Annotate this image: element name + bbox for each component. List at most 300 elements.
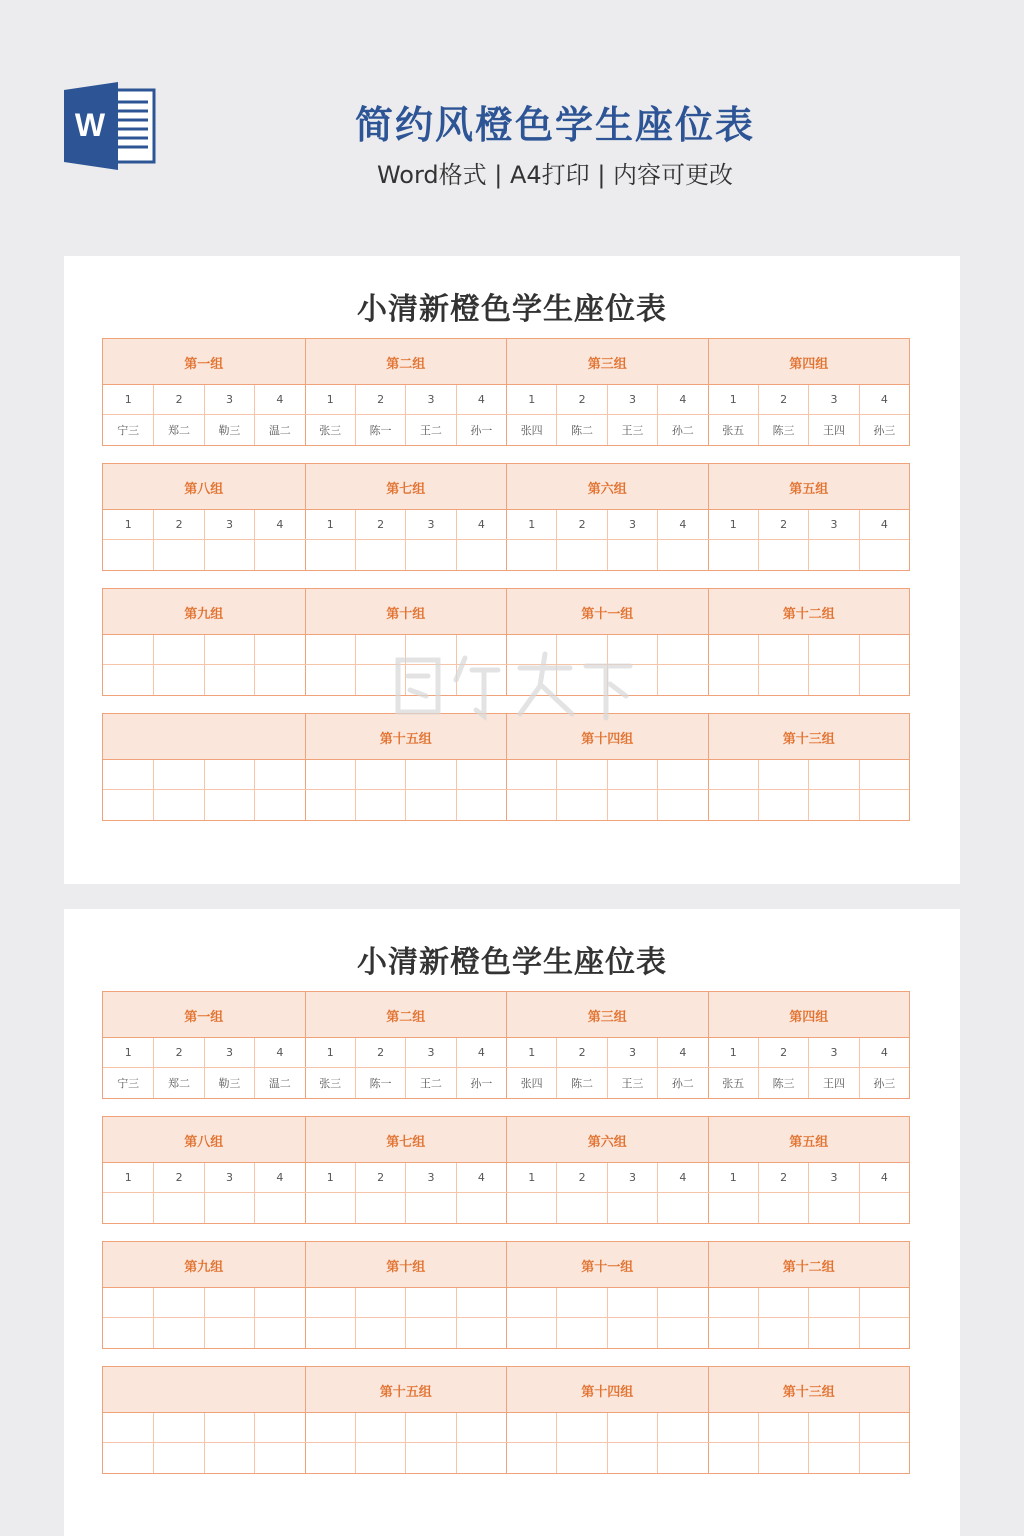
student-name-cell[interactable] [657, 1443, 707, 1473]
student-name-cell[interactable] [153, 1443, 203, 1473]
student-name-cell[interactable] [153, 1193, 203, 1223]
student-name-cell[interactable] [758, 790, 808, 820]
student-name-cell[interactable]: 陈二 [556, 1068, 606, 1098]
seat-number-cell[interactable]: 1 [506, 1038, 556, 1067]
seat-number-cell[interactable] [153, 635, 203, 664]
seat-number-cell[interactable] [153, 1413, 203, 1442]
seat-number-cell[interactable] [405, 635, 455, 664]
seat-number-cell[interactable]: 3 [607, 1038, 657, 1067]
group-label: 第十一组 [506, 1242, 708, 1288]
group-header-row [103, 589, 909, 635]
group-header-row [103, 1242, 909, 1288]
seat-number-cell[interactable]: 1 [708, 1038, 758, 1067]
student-name-cell[interactable]: 孙二 [657, 415, 707, 445]
student-name-cell[interactable] [556, 1443, 606, 1473]
student-name-cell[interactable]: 王二 [405, 415, 455, 445]
student-name-cell[interactable] [103, 1193, 153, 1223]
seat-number-row [103, 1288, 909, 1318]
seat-number-cell[interactable]: 2 [153, 1163, 203, 1192]
seat-number-cell[interactable] [305, 1413, 355, 1442]
seat-number-cell[interactable]: 2 [556, 385, 606, 414]
group-label: 第十二组 [708, 1242, 910, 1288]
student-name-cell[interactable] [859, 1193, 909, 1223]
student-name-cell[interactable]: 陈三 [758, 1068, 808, 1098]
seat-number-cell[interactable] [808, 1413, 858, 1442]
student-name-cell[interactable] [153, 665, 203, 695]
seat-number-cell[interactable] [607, 1413, 657, 1442]
seat-number-cell[interactable] [254, 760, 304, 789]
student-name-cell[interactable] [103, 790, 153, 820]
group-header-row [103, 1367, 909, 1413]
seat-number-cell[interactable]: 4 [657, 510, 707, 539]
seat-number-cell[interactable] [506, 760, 556, 789]
word-logo-letter: W [74, 107, 106, 143]
student-name-cell[interactable] [254, 1193, 304, 1223]
seat-number-cell[interactable]: 1 [124, 1046, 132, 1059]
seat-number-cell[interactable]: 3 [808, 385, 858, 414]
student-name-cell[interactable] [305, 1443, 355, 1473]
seat-number-row [103, 1038, 909, 1068]
student-name-cell[interactable] [657, 540, 707, 570]
seat-number-cell[interactable] [758, 635, 808, 664]
seat-number-cell[interactable] [859, 1413, 909, 1442]
seat-number-cell[interactable]: 2 [758, 510, 808, 539]
student-name-cell[interactable]: 郑二 [153, 1068, 203, 1098]
seat-number-cell[interactable]: 3 [607, 1163, 657, 1192]
student-name-cell[interactable] [204, 665, 254, 695]
seat-number-cell[interactable]: 1 [305, 385, 355, 414]
seat-number-cell[interactable]: 4 [859, 1038, 909, 1067]
student-name-cell[interactable] [506, 540, 556, 570]
student-name-cell[interactable] [859, 540, 909, 570]
seat-number-cell[interactable] [607, 635, 657, 664]
student-name-cell[interactable] [708, 1443, 758, 1473]
student-name-cell[interactable] [305, 540, 355, 570]
seat-number-cell[interactable]: 2 [556, 510, 606, 539]
student-name-cell[interactable] [758, 1193, 808, 1223]
seat-number-cell[interactable]: 4 [859, 1163, 909, 1192]
seat-number-cell[interactable]: 1 [305, 510, 355, 539]
seat-number-cell[interactable]: 3 [204, 510, 254, 539]
seat-number-cell[interactable] [254, 1288, 304, 1317]
seat-number-cell[interactable]: 4 [657, 385, 707, 414]
seat-number-cell[interactable] [254, 1413, 304, 1442]
group-label: 第十四组 [506, 1367, 708, 1413]
seat-group-block [102, 1241, 910, 1349]
seat-number-cell[interactable] [657, 635, 707, 664]
student-name-cell[interactable] [405, 665, 455, 695]
seat-number-cell[interactable] [808, 635, 858, 664]
student-name-cell[interactable] [708, 665, 758, 695]
student-name-cell[interactable] [254, 540, 304, 570]
group-header-row [103, 714, 909, 760]
student-name-cell[interactable] [254, 665, 304, 695]
student-name-cell[interactable]: 勒三 [204, 415, 254, 445]
seat-number-cell[interactable]: 4 [657, 1163, 707, 1192]
seat-group-block [102, 588, 910, 696]
seat-number-cell[interactable] [556, 760, 606, 789]
seat-number-cell[interactable]: 2 [758, 385, 808, 414]
group-label [103, 1367, 305, 1413]
student-name-cell[interactable]: 张三 [305, 1068, 355, 1098]
student-name-cell[interactable]: 陈一 [355, 1068, 405, 1098]
seat-number-cell[interactable]: 3 [808, 1163, 858, 1192]
seat-number-cell[interactable] [708, 760, 758, 789]
student-name-cell[interactable] [758, 540, 808, 570]
seat-number-cell[interactable] [153, 1288, 203, 1317]
student-name-cell[interactable] [456, 1318, 506, 1348]
student-name-cell[interactable] [657, 665, 707, 695]
seat-number-cell[interactable] [305, 760, 355, 789]
student-name-cell[interactable] [556, 1193, 606, 1223]
seat-number-cell[interactable] [506, 1413, 556, 1442]
group-label: 第四组 [708, 339, 910, 385]
student-name-cell[interactable]: 王四 [808, 415, 858, 445]
seat-group-block [102, 713, 910, 821]
seat-number-cell[interactable]: 2 [355, 1163, 405, 1192]
seat-number-cell[interactable]: 4 [456, 385, 506, 414]
seat-number-cell[interactable] [859, 635, 909, 664]
group-label: 第七组 [305, 464, 507, 510]
seat-number-cell[interactable]: 2 [153, 1038, 203, 1067]
student-name-cell[interactable] [204, 540, 254, 570]
student-name-cell[interactable] [808, 665, 858, 695]
seat-number-cell[interactable]: 2 [355, 385, 405, 414]
seat-number-cell[interactable] [254, 635, 304, 664]
seat-number-cell[interactable] [305, 635, 355, 664]
student-name-cell[interactable] [758, 1318, 808, 1348]
student-name-cell[interactable]: 陈一 [355, 415, 405, 445]
seat-number-cell[interactable] [355, 635, 405, 664]
student-name-cell[interactable] [808, 1318, 858, 1348]
student-name-cell[interactable] [456, 665, 506, 695]
group-label: 第四组 [708, 992, 910, 1038]
student-name-cell[interactable] [808, 790, 858, 820]
student-name-cell[interactable] [254, 1443, 304, 1473]
seat-number-cell[interactable] [204, 1413, 254, 1442]
student-name-cell[interactable] [204, 1193, 254, 1223]
student-name-cell[interactable]: 张四 [506, 1068, 556, 1098]
seat-number-cell[interactable]: 1 [708, 510, 758, 539]
seat-number-row [103, 1163, 909, 1193]
seat-number-row [103, 635, 909, 665]
page-header [0, 0, 1024, 240]
student-name-cell[interactable] [506, 1193, 556, 1223]
seat-number-cell[interactable]: 1 [124, 393, 132, 406]
seat-group-block [102, 1366, 910, 1474]
student-name-cell[interactable] [456, 540, 506, 570]
group-label: 第九组 [184, 606, 224, 622]
student-name-cell[interactable] [808, 1193, 858, 1223]
student-name-cell[interactable]: 宁三 [117, 1077, 140, 1090]
student-name-cell[interactable] [103, 1318, 153, 1348]
seat-number-cell[interactable]: 1 [506, 385, 556, 414]
seat-number-cell[interactable] [204, 1288, 254, 1317]
student-name-cell[interactable]: 王四 [808, 1068, 858, 1098]
seat-number-cell[interactable]: 4 [657, 1038, 707, 1067]
seat-number-cell[interactable]: 1 [506, 1163, 556, 1192]
student-name-cell[interactable] [254, 1318, 304, 1348]
student-name-cell[interactable] [405, 790, 455, 820]
student-name-cell[interactable] [153, 790, 203, 820]
group-header-row [103, 1117, 909, 1163]
seat-number-cell[interactable] [456, 760, 506, 789]
seat-number-cell[interactable]: 2 [758, 1163, 808, 1192]
student-name-cell[interactable] [355, 1318, 405, 1348]
student-name-cell[interactable] [456, 1443, 506, 1473]
seat-number-cell[interactable]: 3 [405, 510, 455, 539]
seat-number-cell[interactable] [758, 1288, 808, 1317]
student-name-cell[interactable] [103, 665, 153, 695]
seat-number-cell[interactable]: 3 [405, 1163, 455, 1192]
seat-number-cell[interactable] [456, 1288, 506, 1317]
student-name-cell[interactable] [103, 540, 153, 570]
student-name-cell[interactable] [607, 540, 657, 570]
seat-number-cell[interactable]: 1 [305, 1163, 355, 1192]
seat-number-cell[interactable] [456, 1413, 506, 1442]
student-name-cell[interactable]: 孙一 [456, 415, 506, 445]
seat-number-cell[interactable] [657, 1413, 707, 1442]
seat-number-cell[interactable]: 1 [124, 518, 132, 531]
student-name-cell[interactable] [506, 1318, 556, 1348]
student-name-cell[interactable]: 张四 [506, 415, 556, 445]
student-name-cell[interactable] [556, 665, 606, 695]
student-name-cell[interactable] [405, 1193, 455, 1223]
group-label: 第十五组 [305, 714, 507, 760]
seat-number-cell[interactable] [708, 1288, 758, 1317]
seat-number-cell[interactable]: 1 [708, 385, 758, 414]
seat-number-cell[interactable] [758, 1413, 808, 1442]
seat-number-cell[interactable] [103, 1288, 153, 1317]
group-header-row [103, 339, 909, 385]
student-name-cell[interactable]: 陈二 [556, 415, 606, 445]
student-name-cell[interactable] [708, 1193, 758, 1223]
student-name-cell[interactable] [456, 790, 506, 820]
seat-number-cell[interactable]: 2 [556, 1163, 606, 1192]
seat-number-cell[interactable]: 2 [758, 1038, 808, 1067]
group-label: 第十二组 [708, 589, 910, 635]
seat-number-cell[interactable]: 1 [708, 1163, 758, 1192]
student-name-cell[interactable] [607, 1318, 657, 1348]
student-name-cell[interactable] [103, 1443, 153, 1473]
student-name-cell[interactable]: 勒三 [204, 1068, 254, 1098]
seat-number-cell[interactable]: 2 [355, 1038, 405, 1067]
student-name-row [103, 790, 909, 820]
group-label [103, 714, 305, 760]
seat-number-cell[interactable]: 3 [808, 510, 858, 539]
seat-number-cell[interactable]: 1 [305, 1038, 355, 1067]
seat-number-cell[interactable]: 3 [204, 1163, 254, 1192]
seat-number-cell[interactable] [808, 1288, 858, 1317]
student-name-cell[interactable] [506, 665, 556, 695]
student-name-cell[interactable] [708, 540, 758, 570]
student-name-row [103, 1193, 909, 1223]
seat-number-cell[interactable]: 3 [204, 385, 254, 414]
student-name-cell[interactable] [305, 1193, 355, 1223]
student-name-cell[interactable] [607, 1443, 657, 1473]
student-name-cell[interactable] [204, 790, 254, 820]
seat-number-cell[interactable] [103, 635, 153, 664]
seat-number-cell[interactable] [607, 760, 657, 789]
group-header-row [103, 992, 909, 1038]
seat-number-cell[interactable] [153, 760, 203, 789]
seat-number-cell[interactable]: 1 [124, 1171, 132, 1184]
seat-number-cell[interactable] [355, 760, 405, 789]
student-name-cell[interactable] [607, 665, 657, 695]
seat-number-cell[interactable] [556, 1413, 606, 1442]
seat-number-cell[interactable] [204, 635, 254, 664]
student-name-cell[interactable] [305, 790, 355, 820]
seat-number-cell[interactable]: 3 [607, 510, 657, 539]
seat-number-cell[interactable]: 4 [254, 1163, 304, 1192]
seat-number-cell[interactable] [708, 1413, 758, 1442]
seat-number-cell[interactable] [355, 1413, 405, 1442]
student-name-cell[interactable] [506, 1443, 556, 1473]
seat-number-cell[interactable] [708, 635, 758, 664]
seat-number-cell[interactable] [556, 635, 606, 664]
seat-number-cell[interactable]: 2 [153, 510, 203, 539]
seat-number-row [103, 510, 909, 540]
student-name-cell[interactable]: 孙三 [859, 1068, 909, 1098]
student-name-cell[interactable] [657, 790, 707, 820]
student-name-cell[interactable]: 郑二 [153, 415, 203, 445]
student-name-cell[interactable] [355, 790, 405, 820]
student-name-cell[interactable] [556, 540, 606, 570]
student-name-cell[interactable]: 温二 [254, 1068, 304, 1098]
student-name-cell[interactable] [405, 1443, 455, 1473]
seat-number-cell[interactable] [204, 760, 254, 789]
student-name-cell[interactable] [355, 1193, 405, 1223]
group-label: 第十组 [305, 1242, 507, 1288]
seat-number-cell[interactable] [355, 1288, 405, 1317]
seat-number-cell[interactable] [305, 1288, 355, 1317]
student-name-row [103, 665, 909, 695]
seat-number-cell[interactable] [859, 1288, 909, 1317]
student-name-cell[interactable] [859, 665, 909, 695]
group-label: 第二组 [305, 339, 507, 385]
seat-number-cell[interactable]: 4 [254, 385, 304, 414]
student-name-cell[interactable] [204, 1443, 254, 1473]
student-name-cell[interactable] [808, 540, 858, 570]
seat-number-cell[interactable]: 2 [556, 1038, 606, 1067]
student-name-cell[interactable] [305, 665, 355, 695]
student-name-cell[interactable] [556, 790, 606, 820]
seat-number-cell[interactable] [456, 635, 506, 664]
student-name-cell[interactable]: 温二 [254, 415, 304, 445]
seat-number-cell[interactable]: 2 [355, 510, 405, 539]
seat-number-cell[interactable] [103, 1413, 153, 1442]
student-name-cell[interactable]: 宁三 [117, 424, 140, 437]
student-name-cell[interactable] [758, 665, 808, 695]
student-name-cell[interactable] [556, 1318, 606, 1348]
seat-number-cell[interactable] [758, 760, 808, 789]
student-name-cell[interactable] [506, 790, 556, 820]
seat-number-row [103, 760, 909, 790]
student-name-cell[interactable]: 张三 [305, 415, 355, 445]
student-name-cell[interactable]: 孙三 [859, 415, 909, 445]
seat-number-cell[interactable] [405, 1288, 455, 1317]
student-name-cell[interactable]: 张五 [708, 415, 758, 445]
seat-number-cell[interactable] [506, 635, 556, 664]
seat-number-cell[interactable] [607, 1288, 657, 1317]
seat-number-cell[interactable]: 2 [153, 385, 203, 414]
group-label: 第五组 [708, 1117, 910, 1163]
seat-number-cell[interactable]: 4 [859, 510, 909, 539]
student-name-cell[interactable] [607, 790, 657, 820]
group-label: 第八组 [184, 1134, 224, 1150]
student-name-cell[interactable] [153, 540, 203, 570]
student-name-row [103, 415, 909, 445]
group-label: 第六组 [506, 1117, 708, 1163]
student-name-cell[interactable]: 王二 [405, 1068, 455, 1098]
seat-number-cell[interactable] [808, 760, 858, 789]
seat-number-cell[interactable] [103, 760, 153, 789]
seat-number-cell[interactable]: 3 [808, 1038, 858, 1067]
student-name-cell[interactable]: 陈三 [758, 415, 808, 445]
student-name-cell[interactable] [859, 1443, 909, 1473]
seat-number-cell[interactable]: 3 [405, 385, 455, 414]
group-label: 第九组 [184, 1259, 224, 1275]
student-name-cell[interactable] [355, 1443, 405, 1473]
student-name-cell[interactable] [153, 1318, 203, 1348]
student-name-cell[interactable] [355, 665, 405, 695]
student-name-cell[interactable] [456, 1193, 506, 1223]
student-name-cell[interactable]: 王三 [607, 1068, 657, 1098]
group-label: 第六组 [506, 464, 708, 510]
student-name-cell[interactable] [305, 1318, 355, 1348]
seat-number-cell[interactable] [405, 760, 455, 789]
seat-number-cell[interactable] [506, 1288, 556, 1317]
seat-number-cell[interactable]: 3 [607, 385, 657, 414]
student-name-cell[interactable] [708, 790, 758, 820]
seat-number-cell[interactable]: 4 [254, 510, 304, 539]
student-name-cell[interactable] [859, 790, 909, 820]
student-name-cell[interactable] [204, 1318, 254, 1348]
student-name-cell[interactable] [355, 540, 405, 570]
student-name-cell[interactable] [758, 1443, 808, 1473]
seat-number-cell[interactable]: 3 [204, 1038, 254, 1067]
student-name-cell[interactable] [607, 1193, 657, 1223]
student-name-cell[interactable]: 孙一 [456, 1068, 506, 1098]
student-name-cell[interactable] [808, 1443, 858, 1473]
seat-number-cell[interactable]: 4 [456, 1163, 506, 1192]
seat-number-cell[interactable] [859, 760, 909, 789]
student-name-cell[interactable] [405, 1318, 455, 1348]
seat-number-cell[interactable]: 4 [254, 1038, 304, 1067]
student-name-cell[interactable] [405, 540, 455, 570]
seat-number-cell[interactable]: 3 [405, 1038, 455, 1067]
student-name-cell[interactable] [254, 790, 304, 820]
student-name-cell[interactable] [657, 1318, 707, 1348]
student-name-cell[interactable]: 张五 [708, 1068, 758, 1098]
seat-number-cell[interactable] [657, 1288, 707, 1317]
seat-number-cell[interactable] [657, 760, 707, 789]
seat-number-cell[interactable]: 4 [456, 1038, 506, 1067]
seat-group-block [102, 991, 910, 1099]
seat-number-cell[interactable]: 1 [506, 510, 556, 539]
seat-number-cell[interactable] [405, 1413, 455, 1442]
seat-number-cell[interactable] [556, 1288, 606, 1317]
seat-number-cell[interactable]: 4 [859, 385, 909, 414]
student-name-cell[interactable] [657, 1193, 707, 1223]
student-name-cell[interactable]: 孙二 [657, 1068, 707, 1098]
student-name-cell[interactable] [708, 1318, 758, 1348]
seating-sheet-1 [64, 256, 960, 884]
seat-number-cell[interactable]: 4 [456, 510, 506, 539]
group-label: 第七组 [305, 1117, 507, 1163]
student-name-cell[interactable]: 王三 [607, 415, 657, 445]
student-name-cell[interactable] [859, 1318, 909, 1348]
